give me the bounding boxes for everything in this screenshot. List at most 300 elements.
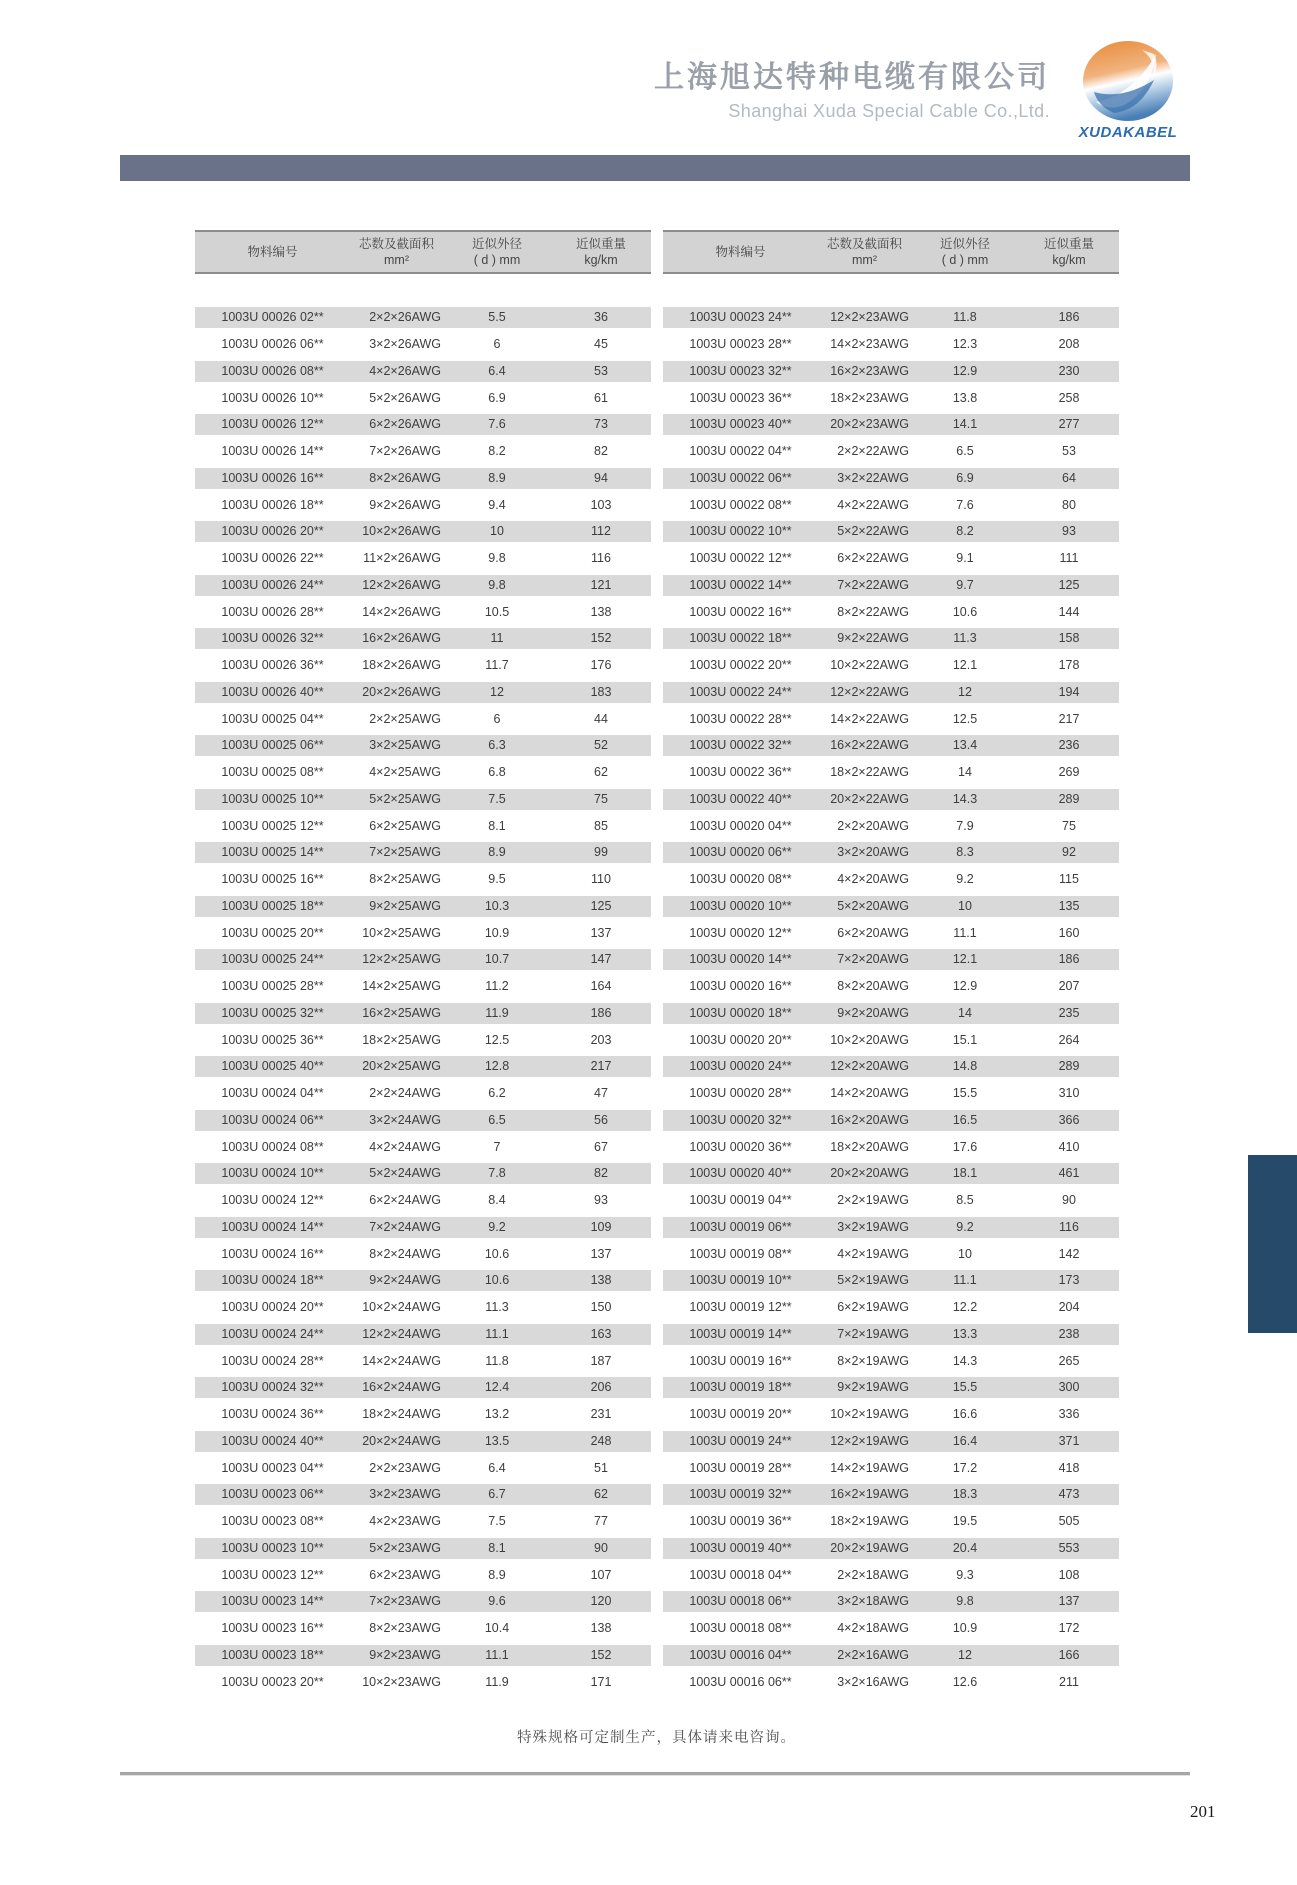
- company-logo: [1070, 40, 1186, 141]
- core-spec-cell: 16×2×22AWG: [830, 738, 909, 753]
- core-spec-cell: 3×2×23AWG: [369, 1487, 441, 1502]
- core-spec-cell: 12×2×22AWG: [830, 684, 909, 699]
- outer-diameter-cell: 8.9: [488, 470, 506, 485]
- core-spec-cell: 6×2×22AWG: [837, 551, 909, 566]
- core-spec-cell: 4×2×23AWG: [369, 1514, 441, 1529]
- material-id-cell: 1003U 00026 06**: [221, 337, 324, 352]
- outer-diameter-cell: 12.2: [952, 1300, 978, 1315]
- core-spec-cell: 16×2×26AWG: [362, 631, 441, 646]
- outer-diameter-cell: 11.1: [485, 1326, 509, 1341]
- table-row: [195, 1133, 651, 1160]
- material-id-cell: 1003U 00024 18**: [221, 1273, 324, 1288]
- core-spec-cell: 6×2×26AWG: [369, 417, 441, 432]
- table-row: [195, 732, 651, 759]
- core-spec-cell: 4×2×25AWG: [369, 765, 441, 780]
- table-row: [195, 491, 651, 518]
- weight-cell: 289: [1058, 1059, 1080, 1074]
- material-id-cell: 1003U 00023 10**: [221, 1540, 324, 1555]
- table-row: [663, 1026, 1119, 1053]
- material-id-cell: 1003U 00023 20**: [221, 1674, 324, 1689]
- table-row: [663, 1374, 1119, 1401]
- material-id-cell: 1003U 00025 12**: [221, 818, 324, 833]
- weight-cell: 269: [1058, 765, 1080, 780]
- weight-cell: 144: [1058, 604, 1080, 619]
- outer-diameter-cell: 11.1: [953, 1273, 977, 1288]
- column-header-weight: 近似重量 kg/km: [575, 236, 626, 267]
- material-id-cell: 1003U 00019 14**: [689, 1326, 792, 1341]
- material-id-cell: 1003U 00019 10**: [689, 1273, 792, 1288]
- table-row: [195, 572, 651, 599]
- weight-cell: 300: [1058, 1380, 1080, 1395]
- table-row: [663, 384, 1119, 411]
- weight-cell: 172: [1058, 1621, 1080, 1636]
- material-id-cell: 1003U 00025 32**: [221, 1005, 324, 1020]
- outer-diameter-cell: 10.7: [484, 952, 510, 967]
- weight-cell: 62: [594, 1487, 608, 1502]
- outer-diameter-cell: 11.7: [485, 658, 509, 673]
- material-id-cell: 1003U 00019 08**: [689, 1246, 792, 1261]
- table-row: [195, 1561, 651, 1588]
- material-id-cell: 1003U 00026 02**: [221, 310, 324, 325]
- core-spec-cell: 16×2×19AWG: [830, 1487, 909, 1502]
- weight-cell: 505: [1058, 1514, 1080, 1529]
- weight-cell: 112: [591, 524, 611, 539]
- material-id-cell: 1003U 00025 10**: [221, 791, 324, 806]
- core-spec-cell: 18×2×20AWG: [830, 1139, 909, 1154]
- outer-diameter-cell: 9.8: [956, 1594, 974, 1609]
- custom-order-note: 特殊规格可定制生产，具体请来电咨询。: [517, 1730, 796, 1746]
- outer-diameter-cell: 10.5: [484, 604, 510, 619]
- outer-diameter-cell: 7.5: [488, 1514, 506, 1529]
- weight-cell: 82: [594, 1166, 608, 1181]
- outer-diameter-cell: 6.4: [488, 1460, 506, 1475]
- weight-cell: 230: [1058, 363, 1080, 378]
- core-spec-cell: 16×2×23AWG: [830, 363, 909, 378]
- weight-cell: 264: [1058, 1032, 1080, 1047]
- weight-cell: 208: [1058, 337, 1080, 352]
- material-id-cell: 1003U 00024 20**: [221, 1300, 324, 1315]
- table-row: [195, 893, 651, 920]
- outer-diameter-cell: 18.1: [952, 1166, 978, 1181]
- weight-cell: 418: [1058, 1460, 1080, 1475]
- material-id-cell: 1003U 00019 28**: [689, 1460, 792, 1475]
- core-spec-cell: 14×2×19AWG: [830, 1460, 909, 1475]
- core-spec-cell: 2×2×19AWG: [837, 1193, 909, 1208]
- weight-cell: 90: [1062, 1193, 1076, 1208]
- core-spec-cell: 3×2×24AWG: [369, 1112, 441, 1127]
- outer-diameter-cell: 6: [493, 337, 501, 352]
- table-row: [195, 465, 651, 492]
- material-id-cell: 1003U 00023 18**: [221, 1647, 324, 1662]
- outer-diameter-cell: 12: [958, 1647, 972, 1662]
- outer-diameter-cell: 9.6: [488, 1594, 506, 1609]
- table-row: [663, 598, 1119, 625]
- table-row: [195, 411, 651, 438]
- material-id-cell: 1003U 00026 20**: [221, 524, 324, 539]
- table-row: [663, 946, 1119, 973]
- outer-diameter-cell: 7.6: [956, 497, 974, 512]
- weight-cell: 204: [1058, 1300, 1080, 1315]
- weight-cell: 217: [590, 1059, 612, 1074]
- weight-cell: 142: [1058, 1246, 1080, 1261]
- weight-cell: 194: [1058, 684, 1080, 699]
- material-id-cell: 1003U 00026 18**: [221, 497, 324, 512]
- weight-cell: 93: [594, 1193, 608, 1208]
- outer-diameter-cell: 12: [490, 684, 504, 699]
- material-id-cell: 1003U 00022 12**: [689, 551, 792, 566]
- table-row: [195, 1668, 651, 1695]
- table-row: [195, 1454, 651, 1481]
- column-header-material-id: 物料编号: [715, 244, 766, 259]
- table-row: [195, 358, 651, 385]
- core-spec-cell: 12×2×24AWG: [362, 1326, 441, 1341]
- core-spec-cell: 5×2×22AWG: [837, 524, 909, 539]
- table-row: [195, 1214, 651, 1241]
- material-id-cell: 1003U 00020 10**: [689, 898, 792, 913]
- core-spec-cell: 2×2×18AWG: [837, 1567, 909, 1582]
- outer-diameter-cell: 16.4: [952, 1433, 978, 1448]
- outer-diameter-cell: 7.8: [488, 1166, 506, 1181]
- core-spec-cell: 5×2×24AWG: [369, 1166, 441, 1181]
- material-id-cell: 1003U 00024 24**: [221, 1326, 324, 1341]
- table-row: [663, 1347, 1119, 1374]
- material-id-cell: 1003U 00026 36**: [221, 658, 324, 673]
- weight-cell: 310: [1058, 1086, 1080, 1101]
- material-id-cell: 1003U 00026 32**: [221, 631, 324, 646]
- core-spec-cell: 12×2×26AWG: [362, 577, 441, 592]
- weight-cell: 277: [1058, 417, 1080, 432]
- weight-cell: 371: [1058, 1433, 1080, 1448]
- table-row: [195, 1107, 651, 1134]
- table-row: [195, 1294, 651, 1321]
- weight-cell: 67: [594, 1139, 608, 1154]
- column-header-weight: 近似重量 kg/km: [1043, 236, 1094, 267]
- material-id-cell: 1003U 00022 04**: [689, 444, 792, 459]
- core-spec-cell: 14×2×24AWG: [362, 1353, 441, 1368]
- table-row: [663, 839, 1119, 866]
- table-row: [195, 812, 651, 839]
- logo-wordmark: XUDAKABEL: [1078, 124, 1178, 141]
- material-id-cell: 1003U 00023 12**: [221, 1567, 324, 1582]
- material-id-cell: 1003U 00024 12**: [221, 1193, 324, 1208]
- weight-cell: 410: [1058, 1139, 1080, 1154]
- core-spec-cell: 7×2×24AWG: [369, 1219, 441, 1234]
- outer-diameter-cell: 6.7: [488, 1487, 506, 1502]
- table-row: [663, 893, 1119, 920]
- table-row: [195, 946, 651, 973]
- outer-diameter-cell: 7.6: [488, 417, 506, 432]
- core-spec-cell: 18×2×24AWG: [362, 1407, 441, 1422]
- weight-cell: 152: [590, 1647, 612, 1662]
- table-row: [663, 1053, 1119, 1080]
- core-spec-cell: 4×2×19AWG: [837, 1246, 909, 1261]
- outer-diameter-cell: 10.6: [952, 604, 978, 619]
- table-row: [663, 786, 1119, 813]
- weight-cell: 163: [590, 1326, 612, 1341]
- material-id-cell: 1003U 00026 14**: [221, 444, 324, 459]
- core-spec-cell: 18×2×25AWG: [362, 1032, 441, 1047]
- outer-diameter-cell: 20.4: [952, 1540, 978, 1555]
- core-spec-cell: 14×2×22AWG: [830, 711, 909, 726]
- core-spec-cell: 9×2×23AWG: [369, 1647, 441, 1662]
- weight-cell: 56: [594, 1112, 608, 1127]
- outer-diameter-cell: 6.9: [488, 390, 506, 405]
- table-row: [663, 1642, 1119, 1669]
- material-id-cell: 1003U 00022 20**: [689, 658, 792, 673]
- outer-diameter-cell: 8.2: [488, 444, 506, 459]
- table-row: [195, 866, 651, 893]
- material-id-cell: 1003U 00023 40**: [689, 417, 792, 432]
- outer-diameter-cell: 15.1: [952, 1032, 978, 1047]
- outer-diameter-cell: 17.6: [952, 1139, 978, 1154]
- table-row: [195, 625, 651, 652]
- table-row: [195, 384, 651, 411]
- material-id-cell: 1003U 00018 06**: [689, 1594, 792, 1609]
- weight-cell: 231: [590, 1407, 612, 1422]
- outer-diameter-cell: 6.4: [488, 363, 506, 378]
- table-row: [195, 1428, 651, 1455]
- table-row: [663, 438, 1119, 465]
- outer-diameter-cell: 12.1: [952, 952, 978, 967]
- weight-cell: 64: [1062, 470, 1076, 485]
- table-row: [195, 759, 651, 786]
- table-row: [195, 679, 651, 706]
- weight-cell: 553: [1058, 1540, 1080, 1555]
- material-id-cell: 1003U 00026 12**: [221, 417, 324, 432]
- weight-cell: 289: [1058, 791, 1080, 806]
- outer-diameter-cell: 14: [958, 1005, 972, 1020]
- material-id-cell: 1003U 00020 40**: [689, 1166, 792, 1181]
- table-row: [663, 1428, 1119, 1455]
- outer-diameter-cell: 8.9: [488, 845, 506, 860]
- weight-cell: 53: [594, 363, 608, 378]
- core-spec-cell: 8×2×25AWG: [369, 872, 441, 887]
- material-id-cell: 1003U 00026 08**: [221, 363, 324, 378]
- material-id-cell: 1003U 00023 08**: [221, 1514, 324, 1529]
- table-row: [195, 1000, 651, 1027]
- weight-cell: 461: [1058, 1166, 1080, 1181]
- table-row: [195, 839, 651, 866]
- material-id-cell: 1003U 00025 20**: [221, 925, 324, 940]
- material-id-cell: 1003U 00026 40**: [221, 684, 324, 699]
- table-row: [663, 866, 1119, 893]
- outer-diameter-cell: 18.3: [952, 1487, 978, 1502]
- outer-diameter-cell: 6.2: [488, 1086, 506, 1101]
- company-name-cn: 上海旭达特种电缆有限公司: [654, 61, 1050, 94]
- core-spec-cell: 4×2×26AWG: [369, 363, 441, 378]
- table-row: [663, 973, 1119, 1000]
- material-id-cell: 1003U 00019 12**: [689, 1300, 792, 1315]
- weight-cell: 73: [594, 417, 608, 432]
- outer-diameter-cell: 6.9: [956, 470, 974, 485]
- material-id-cell: 1003U 00019 04**: [689, 1193, 792, 1208]
- core-spec-cell: 9×2×20AWG: [837, 1005, 909, 1020]
- weight-cell: 164: [590, 979, 612, 994]
- table-row: [663, 1240, 1119, 1267]
- core-spec-cell: 2×2×22AWG: [837, 444, 909, 459]
- material-id-cell: 1003U 00024 32**: [221, 1380, 324, 1395]
- core-spec-cell: 20×2×22AWG: [830, 791, 909, 806]
- material-id-cell: 1003U 00019 36**: [689, 1514, 792, 1529]
- core-spec-cell: 16×2×25AWG: [362, 1005, 441, 1020]
- core-spec-cell: 3×2×19AWG: [837, 1219, 909, 1234]
- weight-cell: 137: [590, 925, 612, 940]
- outer-diameter-cell: 10.6: [484, 1246, 510, 1261]
- core-spec-cell: 10×2×22AWG: [830, 658, 909, 673]
- outer-diameter-cell: 10.4: [484, 1621, 510, 1636]
- table-row: [663, 919, 1119, 946]
- weight-cell: 94: [594, 470, 608, 485]
- table-header-row: [195, 230, 651, 274]
- company-header: [654, 52, 1050, 122]
- material-id-cell: 1003U 00022 14**: [689, 577, 792, 592]
- core-spec-cell: 7×2×23AWG: [369, 1594, 441, 1609]
- outer-diameter-cell: 10.6: [484, 1273, 510, 1288]
- core-spec-cell: 4×2×24AWG: [369, 1139, 441, 1154]
- outer-diameter-cell: 8.4: [488, 1193, 506, 1208]
- weight-cell: 147: [590, 952, 612, 967]
- page-edge-tab: [1248, 1155, 1297, 1333]
- table-row: [195, 438, 651, 465]
- weight-cell: 336: [1058, 1407, 1080, 1422]
- table-row: [195, 652, 651, 679]
- core-spec-cell: 10×2×23AWG: [362, 1674, 441, 1689]
- outer-diameter-cell: 5.5: [488, 310, 506, 325]
- table-row: [195, 545, 651, 572]
- core-spec-cell: 4×2×18AWG: [837, 1621, 909, 1636]
- table-row: [663, 1615, 1119, 1642]
- table-row: [195, 786, 651, 813]
- weight-cell: 80: [1062, 497, 1076, 512]
- weight-cell: 186: [1058, 952, 1080, 967]
- core-spec-cell: 8×2×26AWG: [369, 470, 441, 485]
- table-body: [195, 304, 651, 1695]
- weight-cell: 75: [1062, 818, 1076, 833]
- outer-diameter-cell: 12.3: [952, 337, 978, 352]
- weight-cell: 138: [590, 1273, 612, 1288]
- material-id-cell: 1003U 00018 04**: [689, 1567, 792, 1582]
- core-spec-cell: 4×2×22AWG: [837, 497, 909, 512]
- table-row: [663, 705, 1119, 732]
- table-row: [663, 1321, 1119, 1348]
- table-row: [663, 1561, 1119, 1588]
- core-spec-cell: 4×2×20AWG: [837, 872, 909, 887]
- weight-cell: 258: [1058, 390, 1080, 405]
- material-id-cell: 1003U 00023 28**: [689, 337, 792, 352]
- weight-cell: 248: [590, 1433, 612, 1448]
- table-body: [663, 304, 1119, 1695]
- weight-cell: 135: [1058, 898, 1080, 913]
- weight-cell: 173: [1058, 1273, 1080, 1288]
- core-spec-cell: 10×2×20AWG: [830, 1032, 909, 1047]
- core-spec-cell: 16×2×24AWG: [362, 1380, 441, 1395]
- material-id-cell: 1003U 00023 24**: [689, 310, 792, 325]
- outer-diameter-cell: 10.9: [484, 925, 510, 940]
- core-spec-cell: 5×2×19AWG: [837, 1273, 909, 1288]
- material-id-cell: 1003U 00019 06**: [689, 1219, 792, 1234]
- weight-cell: 62: [594, 765, 608, 780]
- outer-diameter-cell: 10.3: [484, 898, 510, 913]
- column-header-outer-diameter: 近似外径 ( d ) mm: [471, 236, 522, 267]
- weight-cell: 235: [1058, 1005, 1080, 1020]
- weight-cell: 53: [1062, 444, 1076, 459]
- table-row: [663, 518, 1119, 545]
- outer-diameter-cell: 10: [958, 1246, 972, 1261]
- table-row: [663, 625, 1119, 652]
- table-row: [195, 304, 651, 331]
- outer-diameter-cell: 12.9: [952, 363, 978, 378]
- core-spec-cell: 2×2×23AWG: [369, 1460, 441, 1475]
- table-row: [663, 1481, 1119, 1508]
- table-row: [195, 1187, 651, 1214]
- core-spec-cell: 9×2×19AWG: [837, 1380, 909, 1395]
- weight-cell: 109: [590, 1219, 612, 1234]
- weight-cell: 52: [594, 738, 608, 753]
- table-row: [663, 1080, 1119, 1107]
- core-spec-cell: 8×2×22AWG: [837, 604, 909, 619]
- outer-diameter-cell: 14.3: [952, 791, 978, 806]
- outer-diameter-cell: 13.2: [484, 1407, 510, 1422]
- weight-cell: 125: [590, 898, 612, 913]
- weight-cell: 137: [1058, 1594, 1080, 1609]
- outer-diameter-cell: 14: [958, 765, 972, 780]
- table-row: [663, 1107, 1119, 1134]
- column-header-core-spec: 芯数及截面积 mm²: [358, 236, 434, 267]
- material-id-cell: 1003U 00020 36**: [689, 1139, 792, 1154]
- core-spec-cell: 9×2×22AWG: [837, 631, 909, 646]
- weight-cell: 125: [1058, 577, 1080, 592]
- material-id-cell: 1003U 00026 16**: [221, 470, 324, 485]
- table-row: [195, 1347, 651, 1374]
- table-row: [195, 1160, 651, 1187]
- core-spec-cell: 12×2×19AWG: [830, 1433, 909, 1448]
- weight-cell: 44: [594, 711, 608, 726]
- outer-diameter-cell: 11.9: [485, 1674, 509, 1689]
- outer-diameter-cell: 8.2: [956, 524, 974, 539]
- weight-cell: 107: [590, 1567, 612, 1582]
- material-id-cell: 1003U 00022 18**: [689, 631, 792, 646]
- table-row: [195, 1615, 651, 1642]
- material-id-cell: 1003U 00023 32**: [689, 363, 792, 378]
- core-spec-cell: 7×2×26AWG: [369, 444, 441, 459]
- core-spec-cell: 20×2×23AWG: [830, 417, 909, 432]
- outer-diameter-cell: 14.8: [952, 1059, 978, 1074]
- core-spec-cell: 9×2×24AWG: [369, 1273, 441, 1288]
- weight-cell: 178: [1058, 658, 1080, 673]
- outer-diameter-cell: 10: [490, 524, 504, 539]
- material-id-cell: 1003U 00020 32**: [689, 1112, 792, 1127]
- material-id-cell: 1003U 00019 16**: [689, 1353, 792, 1368]
- table-row: [663, 304, 1119, 331]
- outer-diameter-cell: 16.5: [952, 1112, 978, 1127]
- material-id-cell: 1003U 00022 08**: [689, 497, 792, 512]
- material-id-cell: 1003U 00020 04**: [689, 818, 792, 833]
- weight-cell: 137: [590, 1246, 612, 1261]
- globe-swirl-icon: [1070, 40, 1186, 122]
- weight-cell: 116: [591, 551, 611, 566]
- outer-diameter-cell: 9.4: [488, 497, 506, 512]
- material-id-cell: 1003U 00020 28**: [689, 1086, 792, 1101]
- core-spec-cell: 10×2×24AWG: [362, 1300, 441, 1315]
- material-id-cell: 1003U 00024 14**: [221, 1219, 324, 1234]
- weight-cell: 186: [590, 1005, 612, 1020]
- core-spec-cell: 6×2×19AWG: [837, 1300, 909, 1315]
- outer-diameter-cell: 9.8: [488, 551, 506, 566]
- material-id-cell: 1003U 00024 06**: [221, 1112, 324, 1127]
- weight-cell: 120: [590, 1594, 612, 1609]
- weight-cell: 85: [594, 818, 608, 833]
- weight-cell: 236: [1058, 738, 1080, 753]
